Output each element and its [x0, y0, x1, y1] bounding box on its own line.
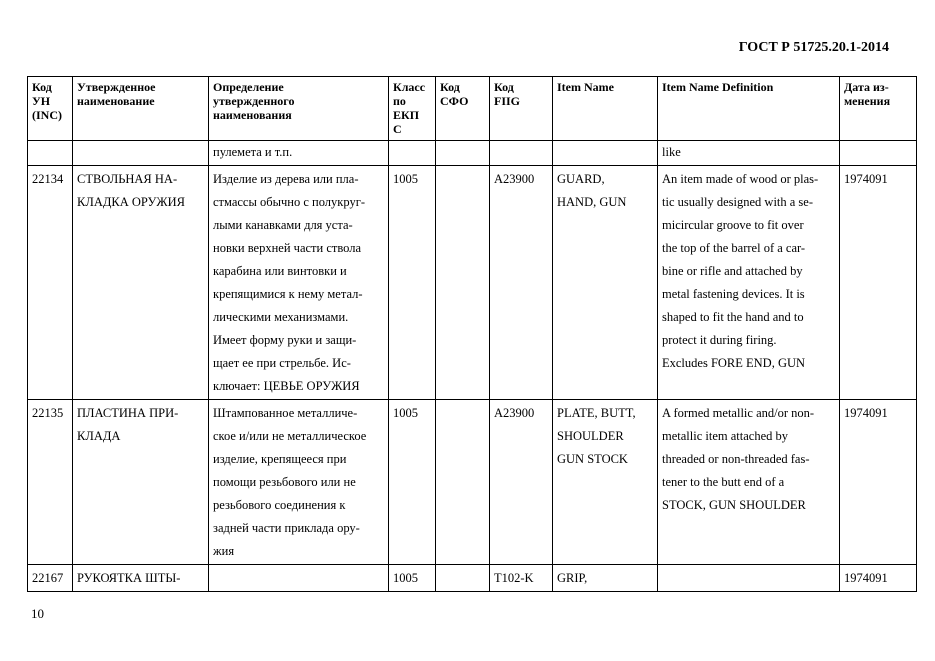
column-header-name: Утвержденное наименование	[73, 77, 209, 141]
column-header-item-name: Item Name	[553, 77, 658, 141]
table-row	[28, 400, 917, 565]
cell-name: РУКОЯТКА ШТЫ-	[73, 565, 209, 592]
cell-item-definition	[658, 565, 840, 592]
cell-fiig: T102-K	[490, 565, 553, 592]
cell-name: СТВОЛЬНАЯ НА- КЛАДКА ОРУЖИЯ	[73, 166, 209, 400]
cell-definition: Изделие из дерева или пла- стмассы обычно с полукруг- лыми канавками для уста- новки верхней части ствола карабина или винтовки и крепящимися к нему метал- лическими механизмами. Имеет форму руки и защи- щает ее при стрельбе. Ис- ключает: ЦЕВЬЕ ОРУЖИЯ	[209, 166, 389, 400]
table-row	[28, 141, 917, 166]
cell-sfo	[436, 166, 490, 400]
cell-item-name: GRIP,	[553, 565, 658, 592]
cell-item-name: PLATE, BUTT, SHOULDER GUN STOCK	[553, 400, 658, 565]
cell-code: 22134	[28, 166, 73, 400]
column-header-code: Код УН (INC)	[28, 77, 73, 141]
cell-fiig	[490, 141, 553, 166]
cell-sfo	[436, 400, 490, 565]
cell-item-name	[553, 141, 658, 166]
cell-item-definition: like	[658, 141, 840, 166]
cell-definition: пулемета и т.п.	[209, 141, 389, 166]
cell-code	[28, 141, 73, 166]
table-row	[28, 166, 917, 400]
cell-date: 1974091	[840, 400, 917, 565]
column-header-definition: Определение утвержденного наименования	[209, 77, 389, 141]
cell-code: 22167	[28, 565, 73, 592]
cell-item-definition: A formed metallic and/or non- metallic item attached by threaded or non-threaded fas- tener to the butt end of a STOCK, GUN SHOULDER	[658, 400, 840, 565]
cell-definition: Штампованное металличе- ское и/или не металлическое изделие, крепящееся при помощи резьбового или не резьбового соединения к задней части приклада ору- жия	[209, 400, 389, 565]
cell-item-definition: An item made of wood or plas- tic usually designed with a se- micircular groove to fit over the top of the barrel of a car- bine or rifle and attached by metal fastening devices. It is shaped to fit the hand and to protect it during firing. Excludes FORE END, GUN	[658, 166, 840, 400]
cell-class: 1005	[389, 565, 436, 592]
column-header-item-definition: Item Name Definition	[658, 77, 840, 141]
cell-class	[389, 141, 436, 166]
cell-date: 1974091	[840, 166, 917, 400]
column-header-sfo: Код СФО	[436, 77, 490, 141]
table-row	[28, 565, 917, 592]
table-header-row	[28, 77, 917, 141]
page-number: 10	[31, 606, 44, 621]
document-code: ГОСТ Р 51725.20.1-2014	[738, 40, 889, 55]
cell-item-name: GUARD, HAND, GUN	[553, 166, 658, 400]
cell-date	[840, 141, 917, 166]
cell-name: ПЛАСТИНА ПРИ- КЛАДА	[73, 400, 209, 565]
cell-class: 1005	[389, 166, 436, 400]
column-header-class: Класс по ЕКП С	[389, 77, 436, 141]
cell-class: 1005	[389, 400, 436, 565]
column-header-fiig: Код FIIG	[490, 77, 553, 141]
cell-sfo	[436, 565, 490, 592]
cell-fiig: A23900	[490, 166, 553, 400]
cell-code: 22135	[28, 400, 73, 565]
catalog-table	[27, 76, 917, 592]
cell-date: 1974091	[840, 565, 917, 592]
cell-definition	[209, 565, 389, 592]
cell-name	[73, 141, 209, 166]
cell-fiig: A23900	[490, 400, 553, 565]
column-header-date: Дата из- менения	[840, 77, 917, 141]
cell-sfo	[436, 141, 490, 166]
